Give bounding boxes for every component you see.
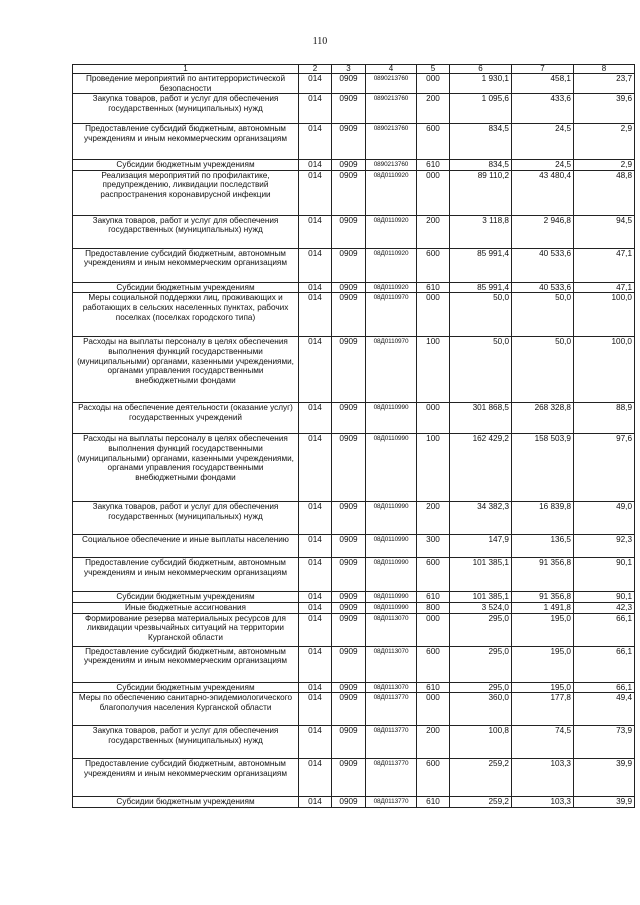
table-row <box>73 160 635 171</box>
row-execution-percent: 90,1 <box>574 558 635 592</box>
row-ministry-code: 014 <box>299 215 332 248</box>
row-executed-amount: 177,8 <box>512 693 574 726</box>
row-execution-percent: 66,1 <box>574 646 635 682</box>
row-execution-percent: 97,6 <box>574 434 635 502</box>
row-expense-type: 600 <box>417 248 450 282</box>
column-header: 1 <box>73 65 299 74</box>
row-section-code: 0909 <box>332 74 366 94</box>
row-target-code: 08Д0110990 <box>366 535 417 558</box>
row-expense-type: 000 <box>417 170 450 215</box>
table-row <box>73 282 635 293</box>
row-ministry-code: 014 <box>299 797 332 808</box>
row-executed-amount: 103,3 <box>512 759 574 797</box>
row-name: Закупка товаров, работ и услуг для обеспечения государственных (муниципальных) нужд <box>73 502 299 535</box>
row-planned-amount: 1 095,6 <box>450 94 512 124</box>
row-ministry-code: 014 <box>299 726 332 759</box>
row-target-code: 08Д0110990 <box>366 434 417 502</box>
row-planned-amount: 295,0 <box>450 613 512 646</box>
row-executed-amount: 24,5 <box>512 124 574 160</box>
row-execution-percent: 39,9 <box>574 797 635 808</box>
row-executed-amount: 91 356,8 <box>512 558 574 592</box>
column-header: 8 <box>574 65 635 74</box>
row-planned-amount: 101 385,1 <box>450 558 512 592</box>
row-name: Проведение мероприятий по антитеррористической безопасности <box>73 74 299 94</box>
row-section-code: 0909 <box>332 682 366 693</box>
table-body <box>73 65 635 808</box>
table-row <box>73 215 635 248</box>
row-ministry-code: 014 <box>299 282 332 293</box>
row-section-code: 0909 <box>332 248 366 282</box>
table-row <box>73 124 635 160</box>
table-row <box>73 248 635 282</box>
row-execution-percent: 90,1 <box>574 592 635 603</box>
row-name: Формирование резерва материальных ресурсов для ликвидации чрезвычайных ситуаций на территории Курганской области <box>73 613 299 646</box>
row-name: Предоставление субсидий бюджетным, автономным учреждениям и иным некоммерческим организациям <box>73 759 299 797</box>
row-planned-amount: 85 991,4 <box>450 282 512 293</box>
row-section-code: 0909 <box>332 535 366 558</box>
row-execution-percent: 42,3 <box>574 602 635 613</box>
table-row <box>73 759 635 797</box>
table-row <box>73 434 635 502</box>
row-ministry-code: 014 <box>299 403 332 434</box>
column-header: 4 <box>366 65 417 74</box>
row-executed-amount: 195,0 <box>512 613 574 646</box>
row-section-code: 0909 <box>332 215 366 248</box>
row-ministry-code: 014 <box>299 293 332 337</box>
row-target-code: 08Д0113770 <box>366 797 417 808</box>
row-ministry-code: 014 <box>299 535 332 558</box>
row-execution-percent: 2,9 <box>574 160 635 171</box>
row-planned-amount: 259,2 <box>450 797 512 808</box>
row-ministry-code: 014 <box>299 434 332 502</box>
row-name: Закупка товаров, работ и услуг для обеспечения государственных (муниципальных) нужд <box>73 726 299 759</box>
row-ministry-code: 014 <box>299 646 332 682</box>
row-ministry-code: 014 <box>299 160 332 171</box>
row-name: Субсидии бюджетным учреждениям <box>73 160 299 171</box>
row-target-code: 08Д0110920 <box>366 282 417 293</box>
row-expense-type: 610 <box>417 160 450 171</box>
row-target-code: 08Д0110970 <box>366 337 417 403</box>
row-execution-percent: 2,9 <box>574 124 635 160</box>
row-section-code: 0909 <box>332 558 366 592</box>
table-row <box>73 558 635 592</box>
row-target-code: 0890213760 <box>366 124 417 160</box>
row-ministry-code: 014 <box>299 613 332 646</box>
column-header: 6 <box>450 65 512 74</box>
row-ministry-code: 014 <box>299 248 332 282</box>
row-execution-percent: 66,1 <box>574 682 635 693</box>
row-target-code: 08Д0110990 <box>366 592 417 603</box>
row-executed-amount: 433,6 <box>512 94 574 124</box>
row-executed-amount: 40 533,6 <box>512 248 574 282</box>
row-ministry-code: 014 <box>299 337 332 403</box>
row-planned-amount: 259,2 <box>450 759 512 797</box>
row-name: Предоставление субсидий бюджетным, автономным учреждениям и иным некоммерческим организациям <box>73 248 299 282</box>
row-expense-type: 610 <box>417 682 450 693</box>
row-section-code: 0909 <box>332 502 366 535</box>
row-planned-amount: 50,0 <box>450 293 512 337</box>
row-executed-amount: 91 356,8 <box>512 592 574 603</box>
row-execution-percent: 73,9 <box>574 726 635 759</box>
row-ministry-code: 014 <box>299 94 332 124</box>
row-executed-amount: 195,0 <box>512 646 574 682</box>
table-row <box>73 74 635 94</box>
row-expense-type: 610 <box>417 282 450 293</box>
row-target-code: 08Д0110990 <box>366 558 417 592</box>
row-execution-percent: 47,1 <box>574 248 635 282</box>
table-row <box>73 535 635 558</box>
row-executed-amount: 24,5 <box>512 160 574 171</box>
row-expense-type: 610 <box>417 592 450 603</box>
row-section-code: 0909 <box>332 337 366 403</box>
table-row <box>73 293 635 337</box>
table-row <box>73 693 635 726</box>
row-name: Закупка товаров, работ и услуг для обеспечения государственных (муниципальных) нужд <box>73 94 299 124</box>
row-executed-amount: 268 328,8 <box>512 403 574 434</box>
row-expense-type: 000 <box>417 693 450 726</box>
table-row <box>73 94 635 124</box>
row-target-code: 0890213760 <box>366 160 417 171</box>
row-planned-amount: 147,9 <box>450 535 512 558</box>
row-section-code: 0909 <box>332 293 366 337</box>
row-target-code: 08Д0113770 <box>366 726 417 759</box>
row-target-code: 08Д0113070 <box>366 613 417 646</box>
column-header: 5 <box>417 65 450 74</box>
row-expense-type: 000 <box>417 293 450 337</box>
row-name: Субсидии бюджетным учреждениям <box>73 282 299 293</box>
row-execution-percent: 66,1 <box>574 613 635 646</box>
row-name: Расходы на выплаты персоналу в целях обеспечения выполнения функций государственными (муниципальными) органами, казенными учреждениями, органами управления государственными внебюджетными фондами <box>73 337 299 403</box>
row-ministry-code: 014 <box>299 124 332 160</box>
row-name: Расходы на обеспечение деятельности (оказание услуг) государственных учреждений <box>73 403 299 434</box>
row-planned-amount: 85 991,4 <box>450 248 512 282</box>
table-row <box>73 797 635 808</box>
row-planned-amount: 162 429,2 <box>450 434 512 502</box>
row-executed-amount: 74,5 <box>512 726 574 759</box>
row-name: Субсидии бюджетным учреждениям <box>73 682 299 693</box>
row-executed-amount: 1 491,8 <box>512 602 574 613</box>
row-expense-type: 100 <box>417 434 450 502</box>
row-section-code: 0909 <box>332 434 366 502</box>
page-number: 110 <box>312 36 328 47</box>
row-name: Социальное обеспечение и иные выплаты населению <box>73 535 299 558</box>
row-expense-type: 000 <box>417 403 450 434</box>
row-planned-amount: 834,5 <box>450 160 512 171</box>
column-header: 3 <box>332 65 366 74</box>
table-row <box>73 613 635 646</box>
row-planned-amount: 295,0 <box>450 682 512 693</box>
row-execution-percent: 100,0 <box>574 293 635 337</box>
row-expense-type: 600 <box>417 124 450 160</box>
row-planned-amount: 50,0 <box>450 337 512 403</box>
row-planned-amount: 360,0 <box>450 693 512 726</box>
row-planned-amount: 301 868,5 <box>450 403 512 434</box>
row-name: Субсидии бюджетным учреждениям <box>73 797 299 808</box>
table-row <box>73 646 635 682</box>
row-executed-amount: 2 946,8 <box>512 215 574 248</box>
table-row <box>73 682 635 693</box>
row-execution-percent: 94,5 <box>574 215 635 248</box>
row-expense-type: 200 <box>417 215 450 248</box>
table-row <box>73 170 635 215</box>
row-section-code: 0909 <box>332 282 366 293</box>
row-target-code: 08Д0110990 <box>366 502 417 535</box>
column-header: 7 <box>512 65 574 74</box>
row-expense-type: 000 <box>417 74 450 94</box>
row-name: Закупка товаров, работ и услуг для обеспечения государственных (муниципальных) нужд <box>73 215 299 248</box>
row-execution-percent: 49,0 <box>574 502 635 535</box>
row-execution-percent: 100,0 <box>574 337 635 403</box>
column-header: 2 <box>299 65 332 74</box>
row-target-code: 08Д0110970 <box>366 293 417 337</box>
row-target-code: 08Д0113070 <box>366 682 417 693</box>
budget-table <box>72 64 635 808</box>
row-expense-type: 200 <box>417 726 450 759</box>
row-executed-amount: 50,0 <box>512 293 574 337</box>
row-section-code: 0909 <box>332 797 366 808</box>
row-section-code: 0909 <box>332 602 366 613</box>
row-section-code: 0909 <box>332 759 366 797</box>
row-executed-amount: 458,1 <box>512 74 574 94</box>
row-expense-type: 200 <box>417 94 450 124</box>
row-target-code: 08Д0113070 <box>366 646 417 682</box>
row-executed-amount: 158 503,9 <box>512 434 574 502</box>
row-expense-type: 300 <box>417 535 450 558</box>
row-name: Реализация мероприятий по профилактике, предупреждению, ликвидации последствий распространения коронавирусной инфекции <box>73 170 299 215</box>
row-executed-amount: 16 839,8 <box>512 502 574 535</box>
row-name: Меры социальной поддержки лиц, проживающих и работающих в сельских населенных пунктах, рабочих поселках (поселках городского типа) <box>73 293 299 337</box>
row-target-code: 08Д0110990 <box>366 403 417 434</box>
row-execution-percent: 39,6 <box>574 94 635 124</box>
row-expense-type: 800 <box>417 602 450 613</box>
row-name: Предоставление субсидий бюджетным, автономным учреждениям и иным некоммерческим организациям <box>73 558 299 592</box>
column-header-row <box>73 65 635 74</box>
row-section-code: 0909 <box>332 693 366 726</box>
row-planned-amount: 101 385,1 <box>450 592 512 603</box>
row-planned-amount: 295,0 <box>450 646 512 682</box>
row-target-code: 08Д0113770 <box>366 759 417 797</box>
table-row <box>73 337 635 403</box>
row-planned-amount: 3 524,0 <box>450 602 512 613</box>
row-expense-type: 610 <box>417 797 450 808</box>
row-execution-percent: 49,4 <box>574 693 635 726</box>
row-expense-type: 600 <box>417 646 450 682</box>
row-section-code: 0909 <box>332 726 366 759</box>
table-row <box>73 602 635 613</box>
row-planned-amount: 1 930,1 <box>450 74 512 94</box>
row-section-code: 0909 <box>332 646 366 682</box>
row-planned-amount: 34 382,3 <box>450 502 512 535</box>
row-name: Расходы на выплаты персоналу в целях обеспечения выполнения функций государственными (муниципальными) органами, казенными учреждениями, органами управления государственными внебюджетными фондами <box>73 434 299 502</box>
row-target-code: 08Д0110920 <box>366 248 417 282</box>
table-row <box>73 592 635 603</box>
row-target-code: 0890213760 <box>366 94 417 124</box>
row-planned-amount: 834,5 <box>450 124 512 160</box>
table-row <box>73 726 635 759</box>
row-executed-amount: 40 533,6 <box>512 282 574 293</box>
row-expense-type: 600 <box>417 558 450 592</box>
row-name: Меры по обеспечению санитарно-эпидемиологического благополучия населения Курганской области <box>73 693 299 726</box>
row-ministry-code: 014 <box>299 759 332 797</box>
row-section-code: 0909 <box>332 613 366 646</box>
row-section-code: 0909 <box>332 124 366 160</box>
row-ministry-code: 014 <box>299 602 332 613</box>
row-planned-amount: 89 110,2 <box>450 170 512 215</box>
row-section-code: 0909 <box>332 94 366 124</box>
row-name: Иные бюджетные ассигнования <box>73 602 299 613</box>
row-ministry-code: 014 <box>299 558 332 592</box>
row-section-code: 0909 <box>332 160 366 171</box>
row-execution-percent: 92,3 <box>574 535 635 558</box>
row-expense-type: 600 <box>417 759 450 797</box>
row-target-code: 08Д0110990 <box>366 602 417 613</box>
row-execution-percent: 88,9 <box>574 403 635 434</box>
row-ministry-code: 014 <box>299 592 332 603</box>
row-ministry-code: 014 <box>299 502 332 535</box>
row-execution-percent: 47,1 <box>574 282 635 293</box>
row-planned-amount: 3 118,8 <box>450 215 512 248</box>
row-ministry-code: 014 <box>299 74 332 94</box>
row-expense-type: 200 <box>417 502 450 535</box>
row-name: Предоставление субсидий бюджетным, автономным учреждениям и иным некоммерческим организациям <box>73 646 299 682</box>
row-execution-percent: 39,9 <box>574 759 635 797</box>
table-row <box>73 502 635 535</box>
row-executed-amount: 195,0 <box>512 682 574 693</box>
row-executed-amount: 43 480,4 <box>512 170 574 215</box>
row-planned-amount: 100,8 <box>450 726 512 759</box>
row-target-code: 0890213760 <box>366 74 417 94</box>
row-executed-amount: 50,0 <box>512 337 574 403</box>
row-expense-type: 000 <box>417 613 450 646</box>
row-ministry-code: 014 <box>299 682 332 693</box>
row-ministry-code: 014 <box>299 170 332 215</box>
row-section-code: 0909 <box>332 170 366 215</box>
row-target-code: 08Д0113770 <box>366 693 417 726</box>
row-ministry-code: 014 <box>299 693 332 726</box>
row-expense-type: 100 <box>417 337 450 403</box>
row-execution-percent: 23,7 <box>574 74 635 94</box>
row-target-code: 08Д0110920 <box>366 215 417 248</box>
row-section-code: 0909 <box>332 403 366 434</box>
row-execution-percent: 48,8 <box>574 170 635 215</box>
row-name: Предоставление субсидий бюджетным, автономным учреждениям и иным некоммерческим организациям <box>73 124 299 160</box>
row-name: Субсидии бюджетным учреждениям <box>73 592 299 603</box>
row-section-code: 0909 <box>332 592 366 603</box>
row-target-code: 08Д0110920 <box>366 170 417 215</box>
row-executed-amount: 136,5 <box>512 535 574 558</box>
row-executed-amount: 103,3 <box>512 797 574 808</box>
table-row <box>73 403 635 434</box>
